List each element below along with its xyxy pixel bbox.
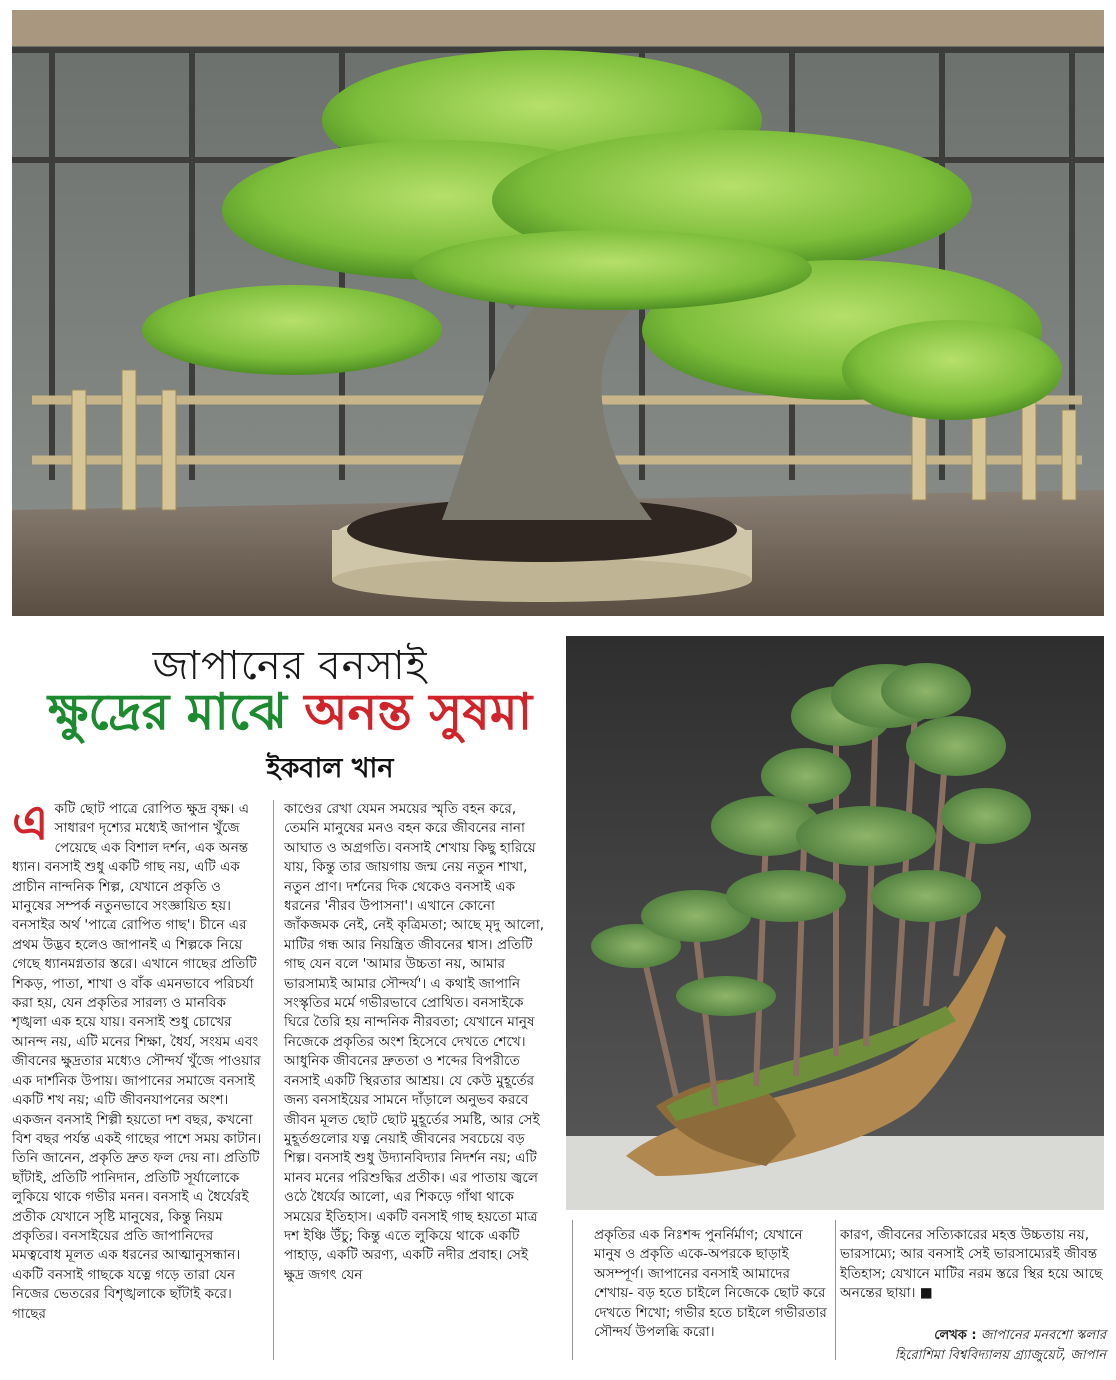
byline: ইকবাল খান [266, 753, 394, 784]
headline-part1: ক্ষুদ্রের মাঝে [47, 683, 287, 741]
column-3-text: প্রকৃতির এক নিঃশব্দ পুনর্নির্মাণ; যেখানে মানুষ ও প্রকৃতি একে-অপরকে ছাড়াই অসম্পূর্ণ। জাপানের বনসাই আমাদের শেখায়- বড় হতে চাইলে নিজেকে ছোট করে দেখতে শিখো; গভীর হতে চাইলে গভীরতার সৌন্দর্য উপলব্ধি করো। [594, 1227, 827, 1341]
forest-bonsai-photo [566, 636, 1104, 1210]
author-label: লেখক : [934, 1328, 977, 1343]
author-line-1: জাপানের মনবশো স্কলার [980, 1328, 1106, 1343]
dropcap-letter: এ [12, 795, 49, 851]
article-column-1 [12, 795, 264, 1324]
article-column-2 [284, 800, 552, 1285]
column-divider [273, 800, 274, 1360]
column-2-text: কাণ্ডের রেখা যেমন সময়ের স্মৃতি বহন করে, তেমনি মানুষের মনও বহন করে জীবনের নানা আঘাত ও অগ্রগতি। বনসাই শেখায় কিছু হারিয়ে যায়, কিন্তু তার জায়গায় জন্ম নেয় নতুন শাখা, নতুন প্রাণ। দর্শনের দিক থেকেও বনসাই এক ধরনের 'নীরব উপাসনা'। এখানে কোনো জাঁকজমক নেই, নেই কৃত্রিমতা; আছে মৃদু আলো, মাটির গন্ধ আর নিয়ন্ত্রিত জীবনের শ্বাস। প্রতিটি গাছ যেন বলে 'আমার উচ্চতা নয়, আমার ভারসাম্যই আমার সৌন্দর্য'। এ কথাই জাপানি সংস্কৃতির মর্মে গভীরভাবে প্রোথিত। বনসাইকে ঘিরে তৈরি হয় নান্দনিক নীরবতা; যেখানে মানুষ নিজেকে প্রকৃতির অংশ হিসেবে দেখতে শেখে। আধুনিক জীবনের দ্রুততা ও শব্দের বিপরীতে বনসাই একটি স্থিরতার আশ্রয়। যে কেউ মুহূর্তের জন্য বনসাইয়ের সামনে দাঁড়ালে অনুভব করবে জীবন মূলত ছোট ছোট মুহূর্তের সমষ্টি, আর সেই মুহূর্তগুলোর যত্ন নেয়াই জীবনের সবচেয়ে বড় শিল্প। বনসাই শুধু উদ্যানবিদ্যার নিদর্শন নয়; এটি মানব মনের পরিশুদ্ধির প্রতীক। এর পাতায় জ্বলে ওঠে ধৈর্যের আলো, এর শিকড়ে গাঁথা থাকে সময়ের ইতিহাস। একটি বনসাই গাছ হয়তো মাত্র দশ ইঞ্চি উঁচু; কিন্তু এতে লুকিয়ে থাকে একটি পাহাড়, একটি অরণ্য, একটি নদীর প্রবাহ। সেই ক্ষুদ্র জগৎ যেন [284, 801, 545, 1283]
author-note [824, 1326, 1106, 1366]
headline-part2: অনন্ত সুষমা [304, 683, 533, 741]
column-divider [572, 1220, 573, 1360]
author-line-2: হিরোশিমা বিশ্ববিদ্যালয় গ্র্যাজুয়েট, জাপান [894, 1348, 1106, 1363]
column-4-text: কারণ, জীবনের সত্যিকারের মহত্ত উচ্চতায় নয়, ভারসাম্যে; আর বনসাই সেই ভারসাম্যেরই জীবন্ত ইতিহাস; যেখানে মাটির নরম স্তরে স্থির হয়ে আছে অনন্তের ছায়া। ■ [840, 1227, 1103, 1302]
headline [10, 680, 570, 744]
article-column-3 [594, 1226, 830, 1342]
maple-bonsai-photo [12, 10, 1104, 616]
article-column-4 [840, 1226, 1106, 1304]
kicker-title: জাপানের বনসাই [152, 643, 428, 689]
column-1-text: কটি ছোট পাত্রে রোপিত ক্ষুদ্র বৃক্ষ। এ সাধারণ দৃশ্যের মধ্যেই জাপান খুঁজে পেয়েছে এক বিশাল দর্শন, এক অনন্ত ধ্যান। বনসাই শুধু একটি গাছ নয়, এটি এক প্রাচীন নান্দনিক শিল্প, যেখানে প্রকৃতি ও মানুষের সম্পর্ক নতুনভাবে সংজ্ঞায়িত হয়। বনসাইর অর্থ 'পাত্রে রোপিত গাছ'। চীনে এর প্রথম উদ্ভব হলেও জাপানই এ শিল্পকে নিয়ে গেছে ধ্যানমগ্নতার স্তরে। এখানে গাছের প্রতিটি শিকড়, পাতা, শাখা ও বাঁক এমনভাবে পরিচর্যা করা হয়, যেন প্রকৃতির সারল্য ও মানবিক শৃঙ্খলা এক হয়ে যায়। বনসাই শুধু চোখের আনন্দ নয়, এটি মনের শিক্ষা, ধৈর্য, সংযম এবং জীবনের ক্ষুদ্রতার মধ্যেও সৌন্দর্য খুঁজে পাওয়ার এক দার্শনিক উপায়। জাপানের সমাজে বনসাই একটি শখ নয়; এটি জীবনযাপনের অংশ। একজন বনসাই শিল্পী হয়তো দশ বছর, কখনো বিশ বছর পর্যন্ত একই গাছের পাশে সময় কাটান। তিনি জানেন, প্রকৃতি দ্রুত ফল দেয় না। প্রতিটি ছাঁটাই, প্রতিটি পানিদান, প্রতিটি সূর্যালোকে লুকিয়ে থাকে গভীর মনন। বনসাই এ ধৈর্যেরই প্রতীক যেখানে সৃষ্টি মানুষের, কিন্তু নিয়ম প্রকৃতির। বনসাইয়ের প্রতি জাপানিদের মমত্ববোধ মূলত এক ধরনের আত্মানুসন্ধান। একটি বনসাই গাছকে যত্নে গড়ে তারা যেন নিজের ভেতরের বিশৃঙ্খলাকে ছাঁটাই করে। গাছের [12, 801, 262, 1322]
